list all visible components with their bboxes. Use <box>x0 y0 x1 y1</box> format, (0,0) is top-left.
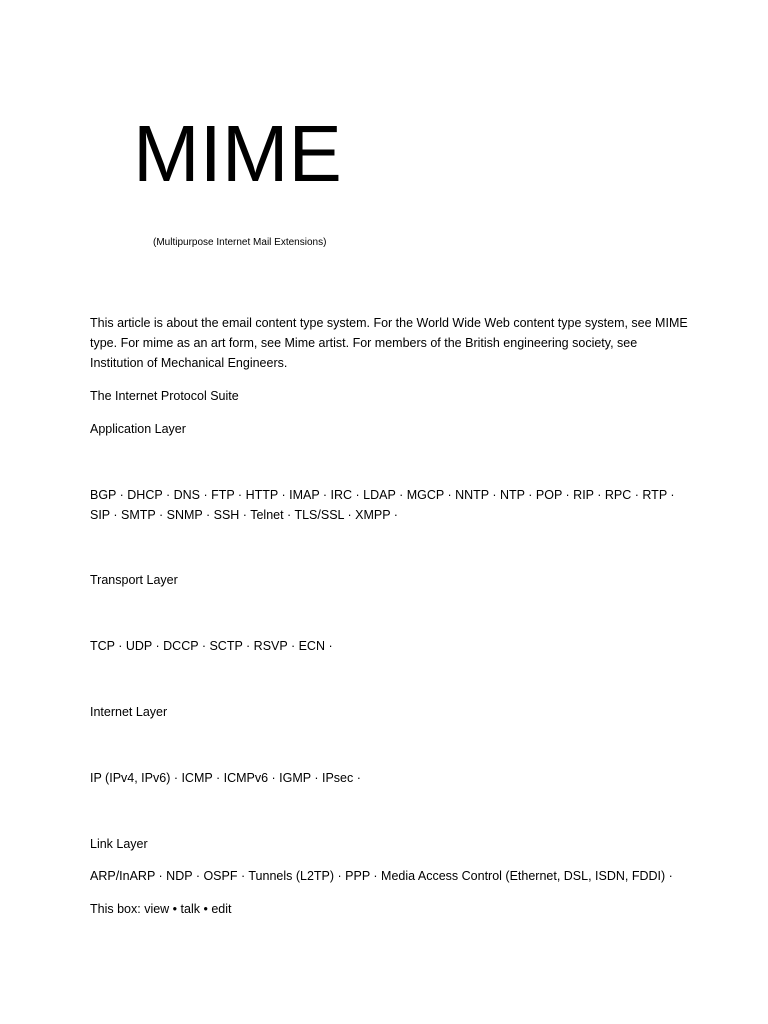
transport-layer-protocols: TCP · UDP · DCCP · SCTP · RSVP · ECN · <box>90 639 333 653</box>
internet-layer-protocols: IP (IPv4, IPv6) · ICMP · ICMPv6 · IGMP · IPsec · <box>90 771 361 785</box>
navbox-footer-prefix: This box: <box>90 902 145 916</box>
suite-heading: The Internet Protocol Suite <box>90 389 239 403</box>
internet-layer-heading: Internet Layer <box>90 705 168 719</box>
separator: • <box>169 902 181 916</box>
view-link[interactable]: view <box>144 902 170 916</box>
intro-paragraph: This article is about the email content type system. For the World Wide Web content type system, see MIME type. For mime as an art form, see Mime artist. For members of the British engineering society, see Institution of Mechanical Engineers. <box>90 316 688 370</box>
application-layer-protocols: BGP · DHCP · DNS · FTP · HTTP · IMAP · IRC · LDAP · MGCP · NNTP · NTP · POP · RIP · RPC · RTP · SIP · SMTP · SNMP · SSH · Telnet · TLS/SSL · XMPP · <box>90 488 675 522</box>
talk-link[interactable]: talk <box>180 902 200 916</box>
page-title: MIME <box>133 109 342 198</box>
page-subtitle: (Multipurpose Internet Mail Extensions) <box>153 237 327 248</box>
navbox-footer <box>90 899 690 919</box>
link-layer-heading: Link Layer <box>90 837 148 851</box>
link-layer-protocols: ARP/InARP · NDP · OSPF · Tunnels (L2TP) · PPP · Media Access Control (Ethernet, DSL, ISDN, FDDI) · <box>90 869 673 883</box>
separator: • <box>199 902 212 916</box>
application-layer-heading: Application Layer <box>90 422 186 436</box>
edit-link[interactable]: edit <box>211 902 232 916</box>
transport-layer-heading: Transport Layer <box>90 573 178 587</box>
